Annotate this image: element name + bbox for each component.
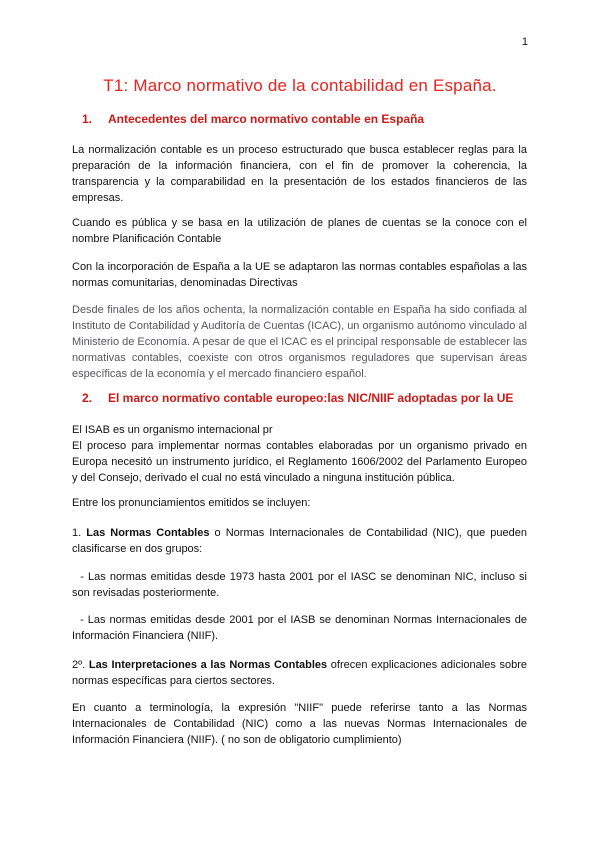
normas-contables-text: o Normas Internacionales de Contabilidad (NIC), que pueden clasificarse en dos grupos: <box>72 527 528 555</box>
paragraph-incorporacion-ue: Con la incorporación de España a la UE se adaptaron las normas contables españolas a las normas comunitarias, denominadas Directivas <box>72 261 527 289</box>
list-number-1: 1. <box>72 527 87 539</box>
paragraph-terminologia: En cuanto a terminología, la expresión "NIIF" puede referirse tanto a las Normas Internacionales de Contabilidad (NIC) como a las nuevas Normas Internacionales de Información Financiera (NIIF). ( no son de obligatorio cumplimiento) <box>72 702 527 746</box>
page-number: 1 <box>521 36 528 48</box>
section-1-title: Antecedentes del marco normativo contable en España <box>108 112 425 126</box>
paragraph-normalizacion: La normalización contable es un proceso estructurado que busca establecer reglas para la preparación de la información financiera, con el fin de promover la coherencia, la transparencia y la comparabilidad en la presentación de los estados financieros de las empresas. <box>72 144 527 204</box>
paragraph-icac: Desde finales de los años ochenta, la normalización contable en España ha sido confiada al Instituto de Contabilidad y Auditoría de Cuentas (ICAC), un organismo autónomo vinculado al Ministerio de Economía. A pesar de que el ICAC es el principal responsable de establecer las normativas contables, coexiste con otros organismos reguladores que supervisan áreas específicas de la economía y el mercado financiero español. <box>72 304 527 380</box>
reglamento-text: El proceso para implementar normas contables elaboradas por un organismo privado en Europa necesitó un instrumento jurídico, el Reglamento 1606/2002 del Parlamento Europeo y del Consejo, derivado el cual no está vinculado a ninguna institución pública. <box>72 440 527 484</box>
list-number-2: 2º. <box>72 659 89 671</box>
normas-contables-bold: Las Normas Contables <box>86 527 210 539</box>
paragraph-normas-contables <box>72 525 527 557</box>
paragraph-isab <box>72 422 527 486</box>
paragraph-interpretaciones <box>72 657 527 689</box>
list-item-nic: - Las normas emitidas desde 1973 hasta 2001 por el IASC se denominan NIC, incluso si son revisadas posteriormente. <box>72 571 531 599</box>
interpretaciones-bold: Las Interpretaciones a las Normas Contables <box>88 659 328 671</box>
section-2-heading <box>82 391 513 405</box>
section-1-number: 1. <box>82 112 93 126</box>
document-title: T1: Marco normativo de la contabilidad en España. <box>103 76 497 95</box>
list-item-niif: - Las normas emitidas desde 2001 por el IASB se denominan Normas Internacionales de Información Financiera (NIIF). <box>72 614 531 642</box>
section-1-heading <box>82 112 424 126</box>
section-2-title: El marco normativo contable europeo:las NIC/NIIF adoptadas por la UE <box>108 391 514 405</box>
section-2-number: 2. <box>82 391 93 405</box>
paragraph-planificacion: Cuando es pública y se basa en la utilización de planes de cuentas se la conoce con el nombre Planificación Contable <box>72 217 527 245</box>
paragraph-pronunciamientos: Entre los pronunciamientos emitidos se incluyen: <box>72 497 311 509</box>
isab-line: El ISAB es un organismo internacional pr <box>72 424 273 436</box>
interpretaciones-text: ofrecen explicaciones adicionales sobre normas específicas para ciertos sectores. <box>72 659 527 687</box>
